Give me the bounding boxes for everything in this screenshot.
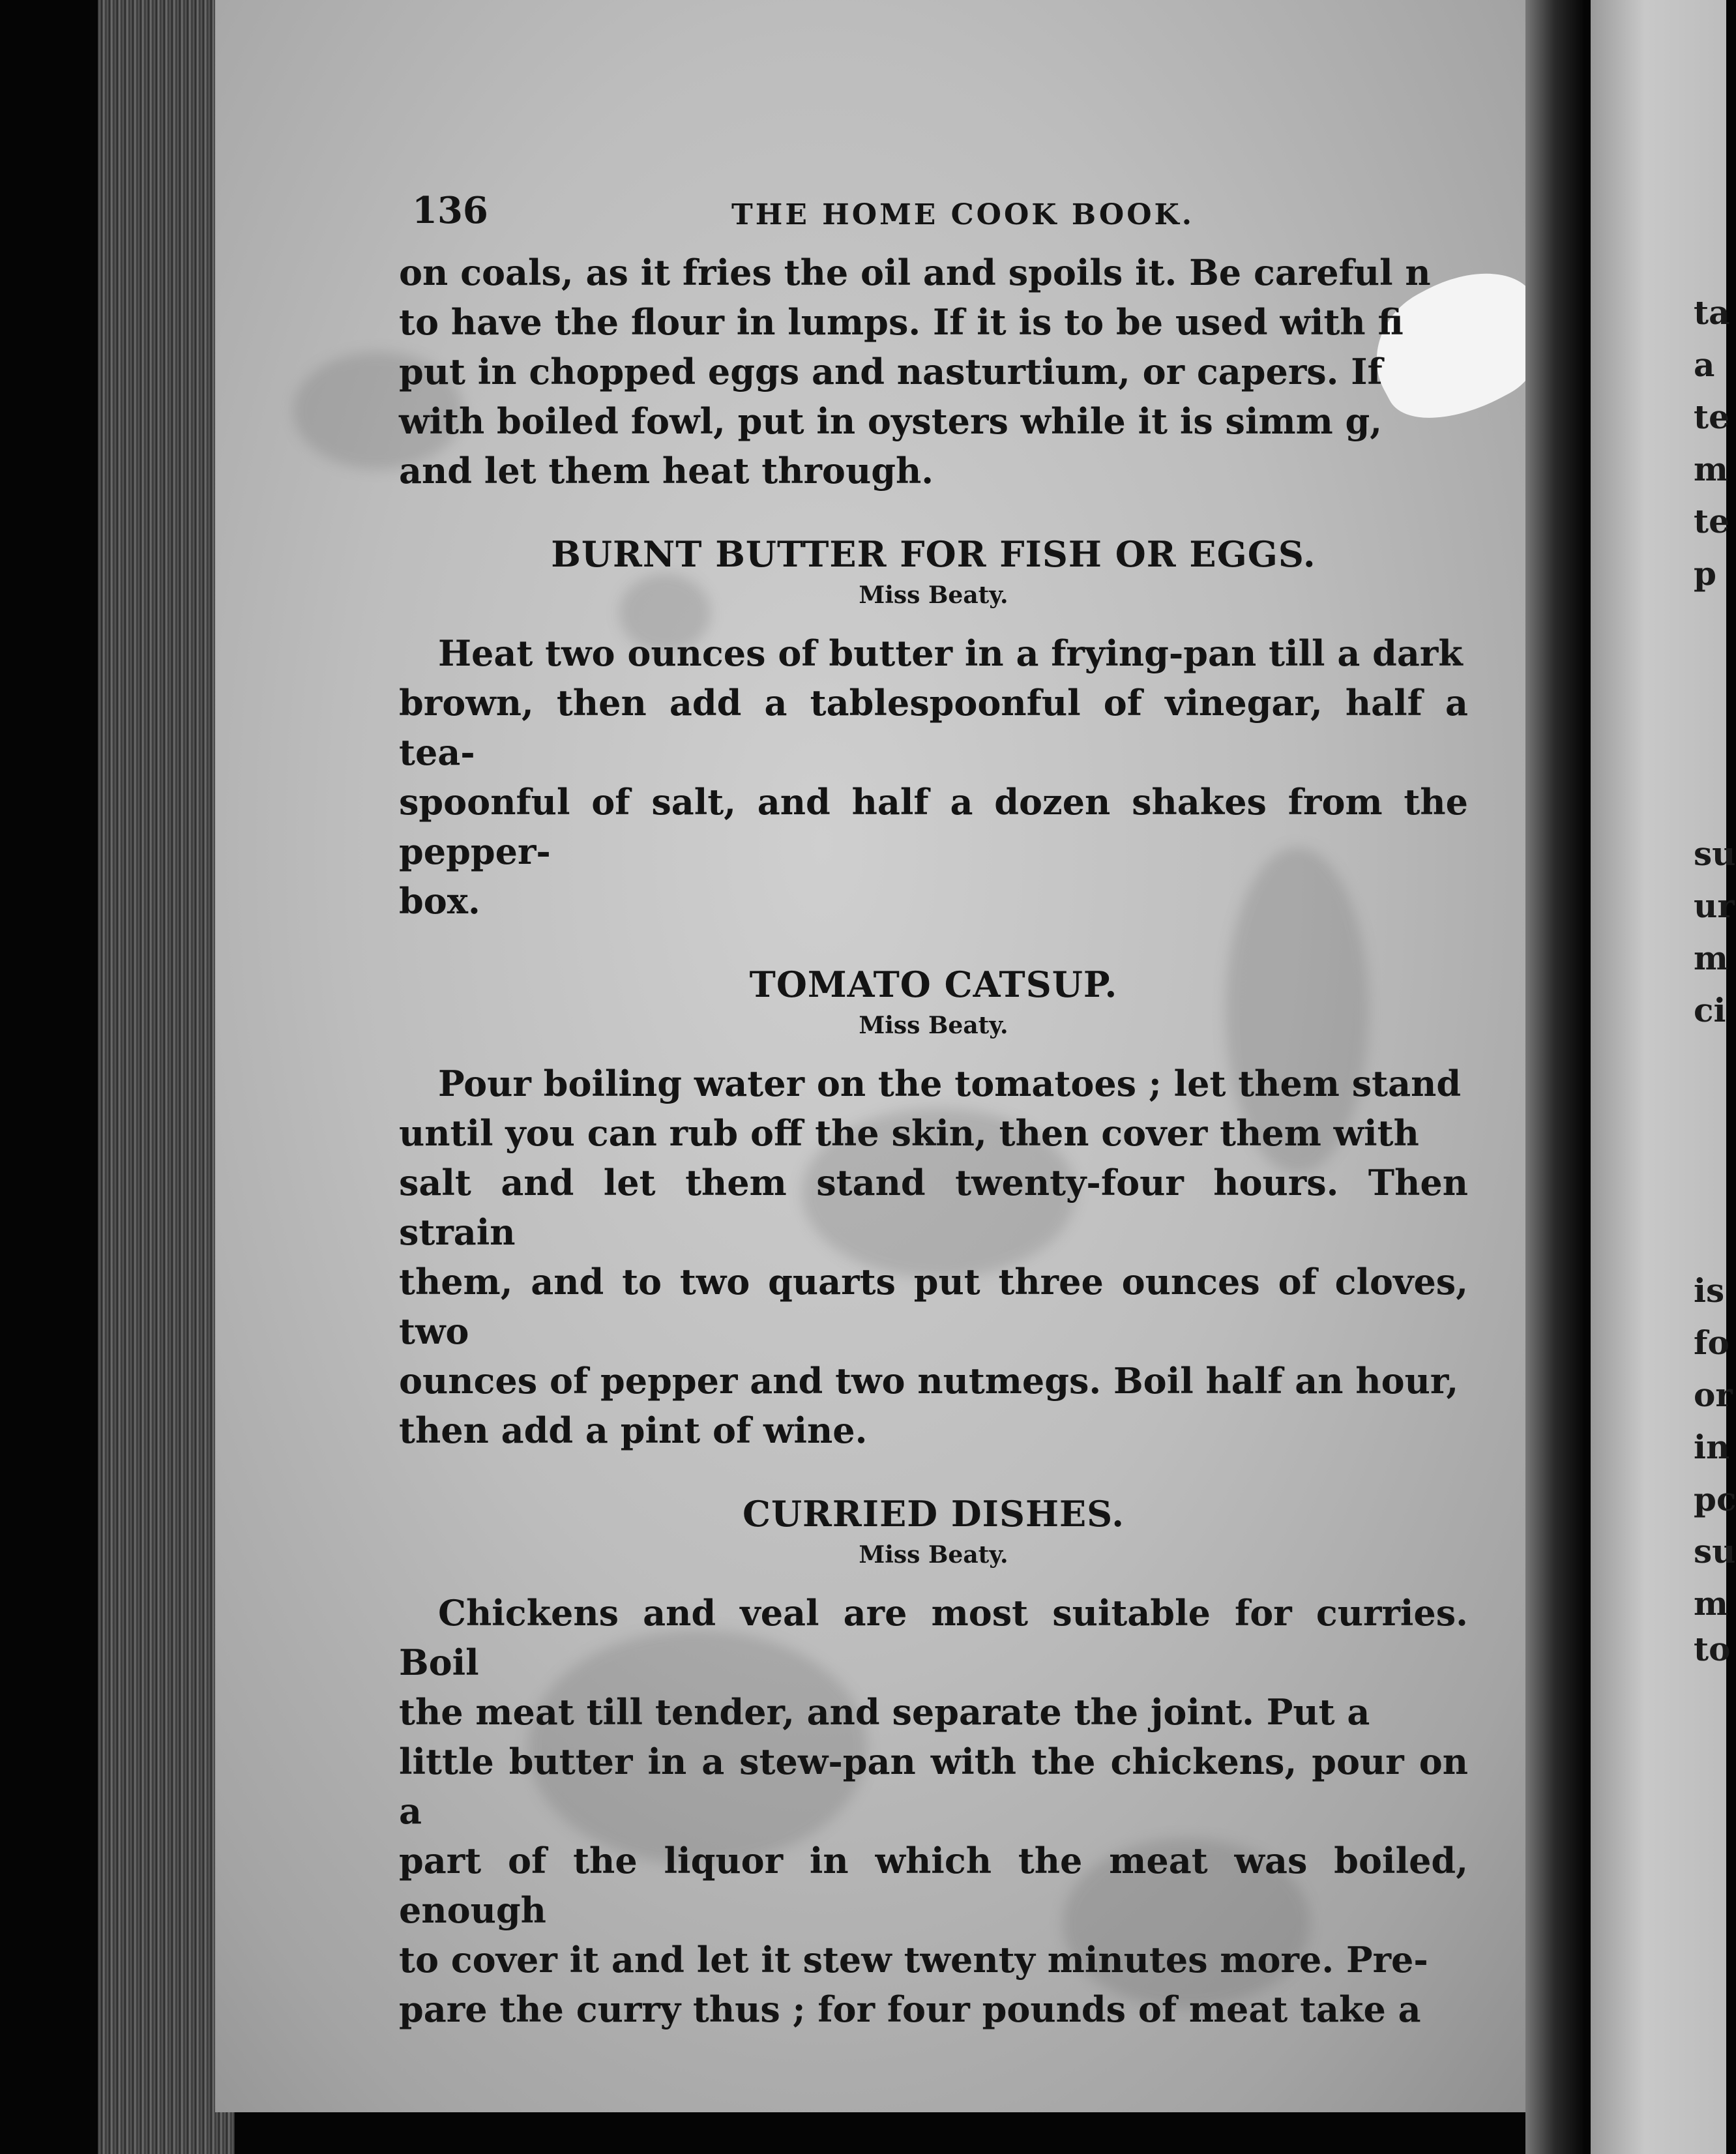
recipe-tomato-catsup [399,964,1468,1455]
fragment: ur [1694,887,1735,925]
recipe-body [399,1588,1468,2034]
recipe-curried-dishes [399,1493,1468,2034]
text-line: little butter in a stew-pan with the chickens, pour on a [399,1741,1468,1832]
text-line: brown, then add a tablespoonful of vinegar, half a tea- [399,682,1468,773]
fragment: m [1694,1584,1728,1623]
text-line: spoonful of salt, and half a dozen shakes from the pepper- [399,781,1468,872]
text-line: with boiled fowl, put in oysters while it is simm g, [399,400,1383,442]
recipe-title: BURNT BUTTER FOR FISH OR EGGS. [551,533,1316,575]
text-line: to have the flour in lumps. If it is to be used with fi [399,301,1404,343]
fragment: te [1694,502,1729,540]
text-line: pare the curry thus ; for four pounds of meat take a [399,1988,1421,2030]
text-line: the meat till tender, and separate the joint. Put a [399,1691,1370,1733]
fragment: to [1694,1630,1731,1668]
recipe-author: Miss Beaty. [859,1012,1008,1039]
running-head [399,176,1468,248]
fragment: a [1694,346,1715,384]
text-line: ounces of pepper and two nutmegs. Boil half an hour, [399,1360,1459,1402]
text-line: and let them heat through. [399,450,934,492]
recipe-title: CURRIED DISHES. [742,1493,1125,1535]
text-line: them, and to two quarts put three ounces of cloves, two [399,1261,1468,1352]
text-line: then add a pint of wine. [399,1409,868,1451]
recipe-title: TOMATO CATSUP. [749,964,1118,1005]
running-head-title: THE HOME COOK BOOK. [731,198,1195,231]
text-line: part of the liquor in which the meat was boiled, enough [399,1840,1468,1931]
intro-paragraph [399,248,1468,495]
text-line: on coals, as it fries the oil and spoils it. Be careful n [399,252,1431,293]
fragment: m [1694,450,1728,488]
fragment: m [1694,939,1728,977]
fragment: pc [1694,1480,1736,1518]
text-line: box. [399,880,480,922]
page-number: 136 [412,189,488,232]
fragment: su [1694,1532,1736,1571]
fragment: ci [1694,991,1726,1029]
recipe-burnt-butter [399,533,1468,926]
text-line: put in chopped eggs and nasturtium, or capers. If [399,351,1383,392]
text-line: to cover it and let it stew twenty minutes more. Pre- [399,1939,1428,1981]
recipe-author: Miss Beaty. [859,582,1008,609]
recipe-author: Miss Beaty. [859,1541,1008,1569]
fragment: fo [1694,1323,1729,1362]
text-line: until you can rub off the skin, then cover them with [399,1112,1419,1154]
fragment: su [1694,834,1736,873]
fragment: is [1694,1271,1725,1310]
text-line: Pour boiling water on the tomatoes ; let them stand [438,1063,1462,1104]
fragment: or [1694,1376,1733,1414]
recipe-body [399,1059,1468,1455]
page-edges [98,0,235,2154]
fragment: p [1694,554,1716,593]
fragment: ta [1694,293,1730,332]
page-text [399,176,1468,2034]
fragment: in [1694,1428,1730,1466]
text-line: Heat two ounces of butter in a frying-pan till a dark [438,632,1463,674]
page-gutter [1525,0,1584,2154]
fragment: te [1694,398,1729,436]
text-line: salt and let them stand twenty-four hours. Then strain [399,1162,1468,1253]
text-line: Chickens and veal are most suitable for curries. Boil [399,1592,1468,1683]
recipe-body [399,628,1468,926]
facing-page-text-fragments [1694,0,1736,2154]
